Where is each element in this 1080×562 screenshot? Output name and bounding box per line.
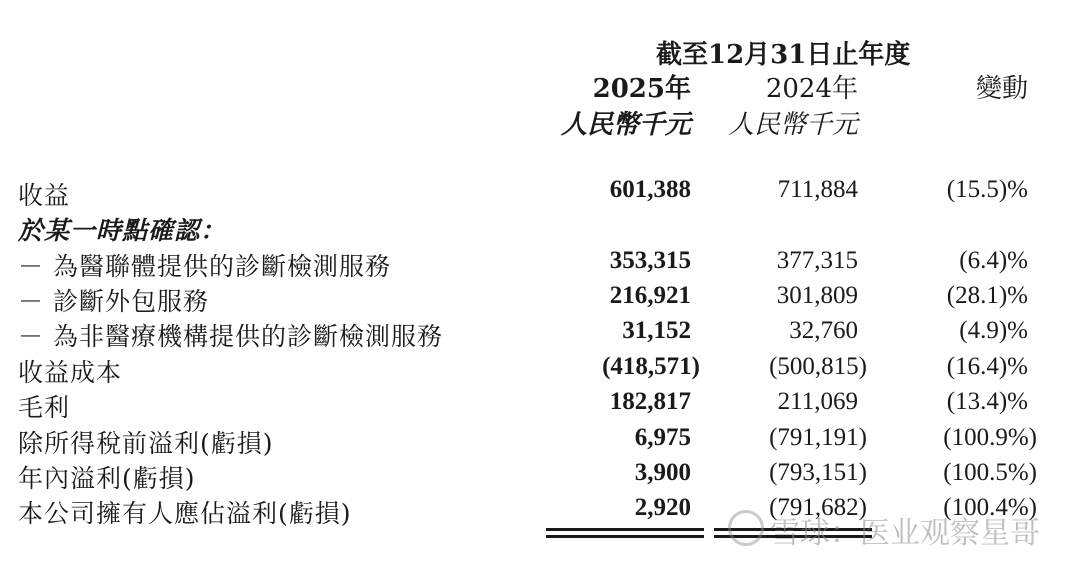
row-label: － 為醫聯體提供的診斷檢測服務 bbox=[18, 252, 391, 281]
value-change: (100.9%) bbox=[943, 424, 1037, 451]
value-2025: 3,900 bbox=[634, 459, 691, 486]
value-change: (6.4)% bbox=[959, 247, 1028, 274]
row-label: 毛利 bbox=[18, 393, 71, 422]
value-2024: 211,069 bbox=[777, 388, 858, 415]
row-label: 本公司擁有人應佔溢利(虧損) bbox=[18, 499, 352, 528]
value-change: (28.1)% bbox=[946, 282, 1028, 309]
row-label: 收益 bbox=[18, 181, 71, 210]
value-2025: 353,315 bbox=[609, 247, 691, 274]
value-2024: 32,760 bbox=[789, 317, 858, 344]
value-2025: 216,921 bbox=[609, 282, 691, 309]
change-header: 變動 bbox=[975, 74, 1028, 104]
value-2025: 601,388 bbox=[609, 176, 691, 203]
unit-2024-header: 人民幣千元 bbox=[727, 110, 858, 140]
value-change: (13.4)% bbox=[946, 388, 1028, 415]
value-2024: 301,809 bbox=[776, 282, 858, 309]
value-2024: 377,315 bbox=[776, 247, 858, 274]
double-underline-2025-bottom bbox=[546, 535, 704, 538]
value-change: (16.4)% bbox=[946, 353, 1028, 380]
value-2025: 6,975 bbox=[634, 424, 691, 451]
value-change: (4.9)% bbox=[959, 317, 1028, 344]
value-2025: (418,571) bbox=[602, 353, 700, 380]
value-2024: (791,191) bbox=[769, 424, 867, 451]
snowball-logo-icon bbox=[728, 510, 764, 546]
row-label: 年內溢利(虧損) bbox=[18, 464, 196, 493]
watermark-text: 雪球：医业观察星哥 bbox=[770, 516, 1040, 551]
row-subheading: 於某一時點確認： bbox=[18, 216, 227, 245]
value-2025: 2,920 bbox=[634, 494, 691, 521]
value-2025: 31,152 bbox=[622, 317, 691, 344]
row-label: － 為非醫療機構提供的診斷檢測服務 bbox=[18, 322, 443, 351]
value-change: (15.5)% bbox=[946, 176, 1028, 203]
unit-2025-header: 人民幣千元 bbox=[560, 110, 691, 140]
value-2024: 711,884 bbox=[777, 176, 858, 203]
row-label: － 診斷外包服務 bbox=[18, 287, 209, 316]
value-2025: 182,817 bbox=[609, 388, 691, 415]
year-2024-header: 2024年 bbox=[765, 74, 858, 104]
value-change: (100.5%) bbox=[943, 459, 1037, 486]
value-2024: (500,815) bbox=[769, 353, 867, 380]
double-underline-2025-top bbox=[546, 528, 704, 531]
value-2024: (793,151) bbox=[769, 459, 867, 486]
row-label: 除所得稅前溢利(虧損) bbox=[18, 429, 274, 458]
value-change: (100.4%) bbox=[943, 494, 1037, 521]
value-2024: (791,682) bbox=[769, 494, 867, 521]
period-header: 截至12月31日止年度 bbox=[656, 40, 911, 70]
row-label: 收益成本 bbox=[18, 358, 123, 387]
year-2025-header: 2025年 bbox=[592, 74, 691, 104]
